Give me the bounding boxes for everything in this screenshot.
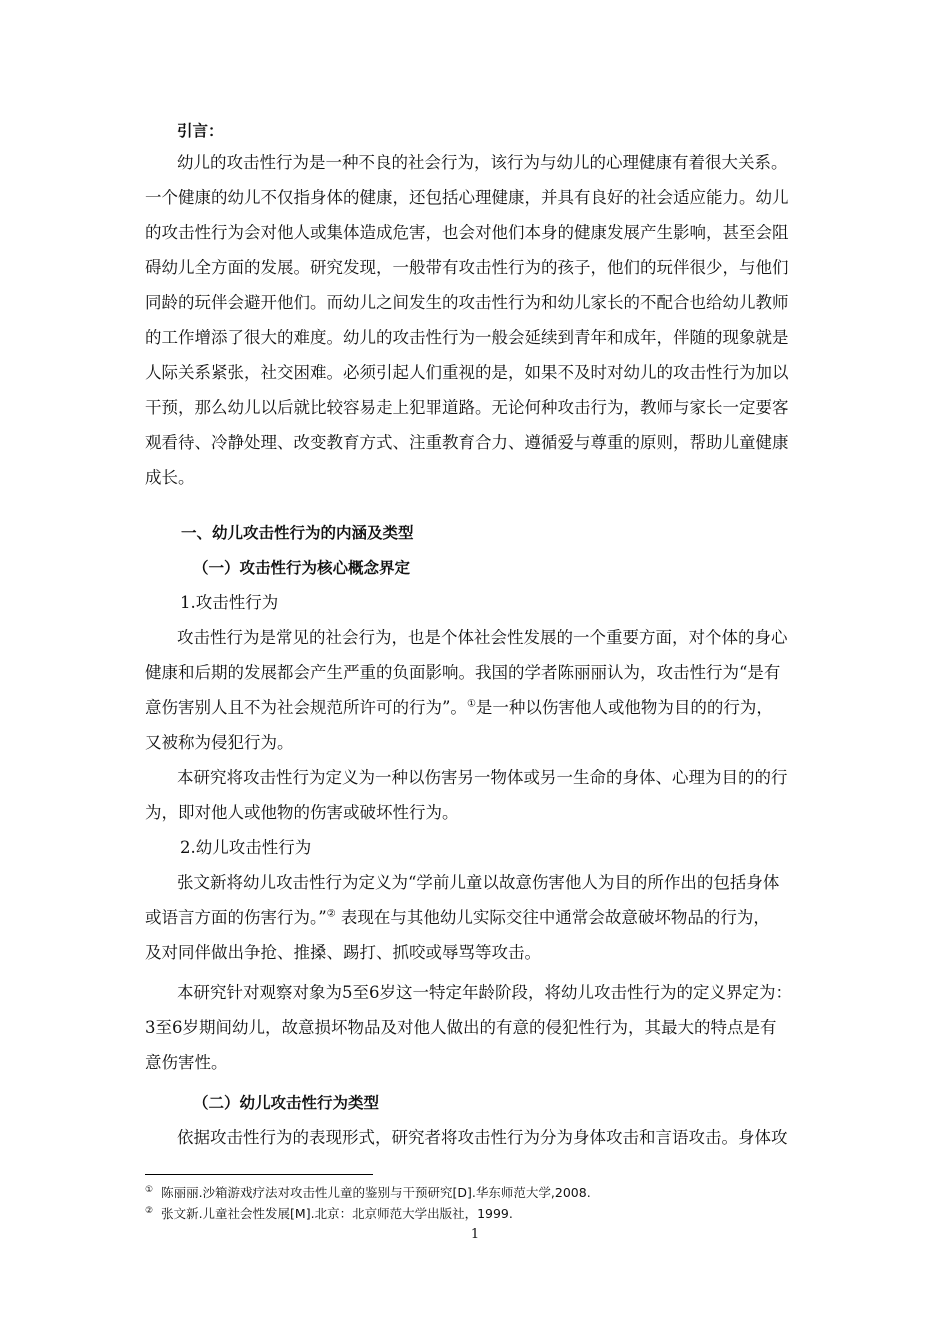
footnote-ref: ② xyxy=(326,908,336,920)
intro-line: 观看待、冷静处理、改变教育方式、注重教育合力、遵循爱与尊重的原则，帮助儿童健康 xyxy=(145,433,789,452)
paragraph-line: 本研究将攻击性行为定义为一种以伤害另一物体或另一生命的身体、心理为目的的行 xyxy=(177,768,788,787)
page-number: 1 xyxy=(470,1227,480,1242)
paragraph-line: 依据攻击性行为的表现形式，研究者将攻击性行为分为身体攻击和言语攻击。身体攻 xyxy=(177,1128,788,1147)
footnote-ref: ① xyxy=(466,698,476,710)
intro-line: 干预，那么幼儿以后就比较容易走上犯罪道路。无论何种攻击行为，教师与家长一定要客 xyxy=(145,398,789,417)
paragraph-line: 攻击性行为是常见的社会行为，也是个体社会性发展的一个重要方面，对个体的身心 xyxy=(177,628,788,647)
paragraph-line: 意伤害性。 xyxy=(145,1053,228,1072)
intro-line: 成长。 xyxy=(145,468,195,487)
paragraph-line: 及对同伴做出争抢、推搡、踢打、抓咬或辱骂等攻击。 xyxy=(145,943,541,962)
paragraph-line: 本研究针对观察对象为5至6岁这一特定年龄阶段，将幼儿攻击性行为的定义界定为： xyxy=(177,983,792,1002)
paragraph-line: 张文新将幼儿攻击性行为定义为“学前儿童以故意伤害他人为目的所作出的包括身体 xyxy=(177,873,780,892)
footnote-mark: ① xyxy=(145,1184,154,1195)
paragraph-line: 3至6岁期间幼儿，故意损坏物品及对他人做出的有意的侵犯性行为，其最大的特点是有 xyxy=(145,1018,777,1037)
paragraph-text: 或语言方面的伤害行为。” xyxy=(145,908,327,927)
subsection-heading: （二）幼儿攻击性行为类型 xyxy=(193,1094,380,1112)
footnote xyxy=(145,1206,513,1222)
item-title: 2.幼儿攻击性行为 xyxy=(180,838,312,857)
intro-line: 碍幼儿全方面的发展。研究发现，一般带有攻击性行为的孩子，他们的玩伴很少，与他们 xyxy=(145,258,789,277)
paragraph-text: 是一种以伤害他人或他物为目的的行为， xyxy=(475,698,773,717)
intro-line: 同龄的玩伴会避开他们。而幼儿之间发生的攻击性行为和幼儿家长的不配合也给幼儿教师 xyxy=(145,293,789,312)
intro-heading: 引言： xyxy=(177,122,224,140)
paragraph-line: 又被称为侵犯行为。 xyxy=(145,733,294,752)
subsection-heading: （一）攻击性行为核心概念界定 xyxy=(193,559,411,577)
footnote xyxy=(145,1185,591,1201)
paragraph-text: 意伤害别人且不为社会规范所许可的行为”。 xyxy=(145,698,467,717)
footnote-mark: ② xyxy=(145,1205,154,1216)
intro-line: 一个健康的幼儿不仅指身体的健康，还包括心理健康，并具有良好的社会适应能力。幼儿 xyxy=(145,188,789,207)
section-heading: 一、幼儿攻击性行为的内涵及类型 xyxy=(181,524,414,542)
intro-line: 人际关系紧张，社交困难。必须引起人们重视的是，如果不及时对幼儿的攻击性行为加以 xyxy=(145,363,789,382)
footnote-text: 陈丽丽.沙箱游戏疗法对攻击性儿童的鉴别与干预研究[D].华东师范大学,2008. xyxy=(161,1185,591,1200)
intro-line: 的工作增添了很大的难度。幼儿的攻击性行为一般会延续到青年和成年，伴随的现象就是 xyxy=(145,328,789,347)
paragraph-text: 表现在与其他幼儿实际交往中通常会故意破坏物品的行为， xyxy=(335,908,770,927)
intro-line: 幼儿的攻击性行为是一种不良的社会行为，该行为与幼儿的心理健康有着很大关系。 xyxy=(177,153,788,172)
item-title: 1.攻击性行为 xyxy=(180,593,279,612)
paragraph-line: 健康和后期的发展都会产生严重的负面影响。我国的学者陈丽丽认为，攻击性行为“是有 xyxy=(145,663,781,682)
footnote-separator xyxy=(145,1174,373,1175)
paragraph-line xyxy=(145,698,825,718)
paragraph-line xyxy=(145,908,825,928)
paragraph-line: 为，即对他人或他物的伤害或破坏性行为。 xyxy=(145,803,459,822)
footnote-text: 张文新.儿童社会性发展[M].北京：北京师范大学出版社，1999. xyxy=(161,1206,513,1221)
intro-line: 的攻击性行为会对他人或集体造成危害，也会对他们本身的健康发展产生影响，甚至会阻 xyxy=(145,223,789,242)
